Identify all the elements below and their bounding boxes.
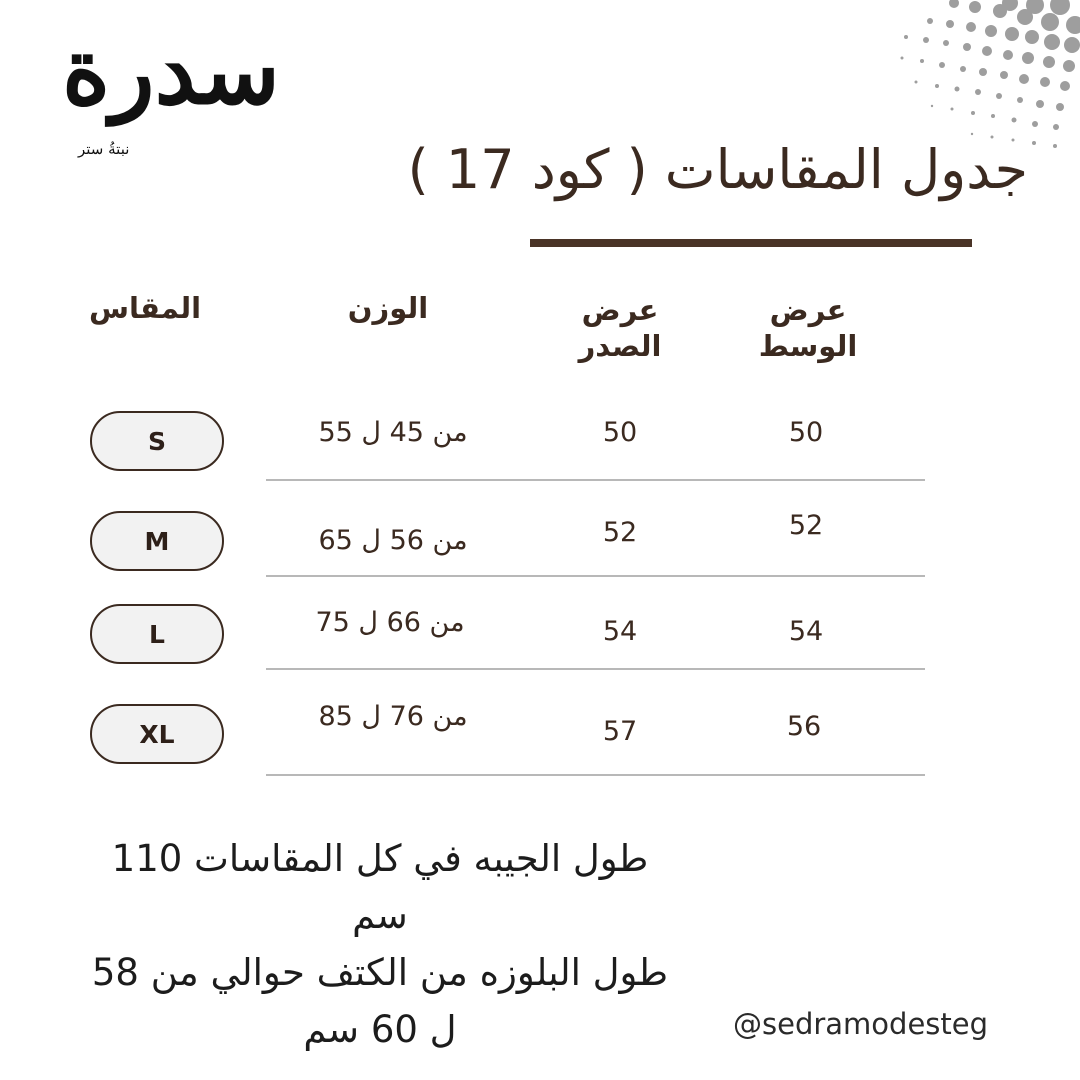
length-notes: [40, 830, 720, 1058]
bust-cell: 54: [602, 616, 638, 647]
logo-tagline: نبتةُ ستر: [78, 140, 130, 158]
size-badge-m: M: [90, 511, 224, 571]
bust-cell: 57: [602, 716, 638, 747]
waist-cell: 56: [786, 711, 822, 742]
column-header-size: المقاس: [88, 291, 202, 325]
bust-cell: 52: [602, 517, 638, 548]
column-header-weight: الوزن: [347, 291, 429, 325]
title-underline: [530, 239, 972, 247]
size-badge-xl: XL: [90, 704, 224, 764]
column-header-waist-line1: عرض: [769, 293, 847, 327]
weight-cell: من 66 ل 75: [315, 607, 465, 638]
social-handle: @sedramodesteg: [733, 1007, 989, 1041]
column-header-bust-line1: عرض: [581, 293, 659, 327]
blouse-length-note: طول البلوزه من الكتف حوالي من 58: [91, 951, 669, 994]
waist-cell: 50: [788, 417, 824, 448]
page-title: جدول المقاسات ( كود 17 ): [407, 138, 1028, 201]
skirt-length-unit: سم: [352, 894, 408, 937]
logo-wordmark: سدرة: [61, 17, 280, 125]
weight-cell: من 56 ل 65: [318, 525, 468, 556]
row-divider: [266, 479, 925, 481]
column-header-waist-line2: الوسط: [758, 329, 858, 364]
brand-logo: [61, 15, 290, 165]
waist-cell: 54: [788, 616, 824, 647]
size-badge-l: L: [90, 604, 224, 664]
row-divider: [266, 774, 925, 776]
skirt-length-note: طول الجيبه في كل المقاسات 110: [111, 837, 649, 880]
waist-cell: 52: [788, 510, 824, 541]
column-header-bust-line2: الصدر: [578, 329, 662, 364]
row-divider: [266, 668, 925, 670]
column-header-bust: [545, 292, 695, 365]
weight-cell: من 45 ل 55: [318, 417, 468, 448]
size-badge-s: S: [90, 411, 224, 471]
weight-cell: من 76 ل 85: [318, 701, 468, 732]
row-divider: [266, 575, 925, 577]
blouse-length-unit: ل 60 سم: [303, 1008, 457, 1051]
column-header-waist: [733, 292, 883, 365]
bust-cell: 50: [602, 417, 638, 448]
